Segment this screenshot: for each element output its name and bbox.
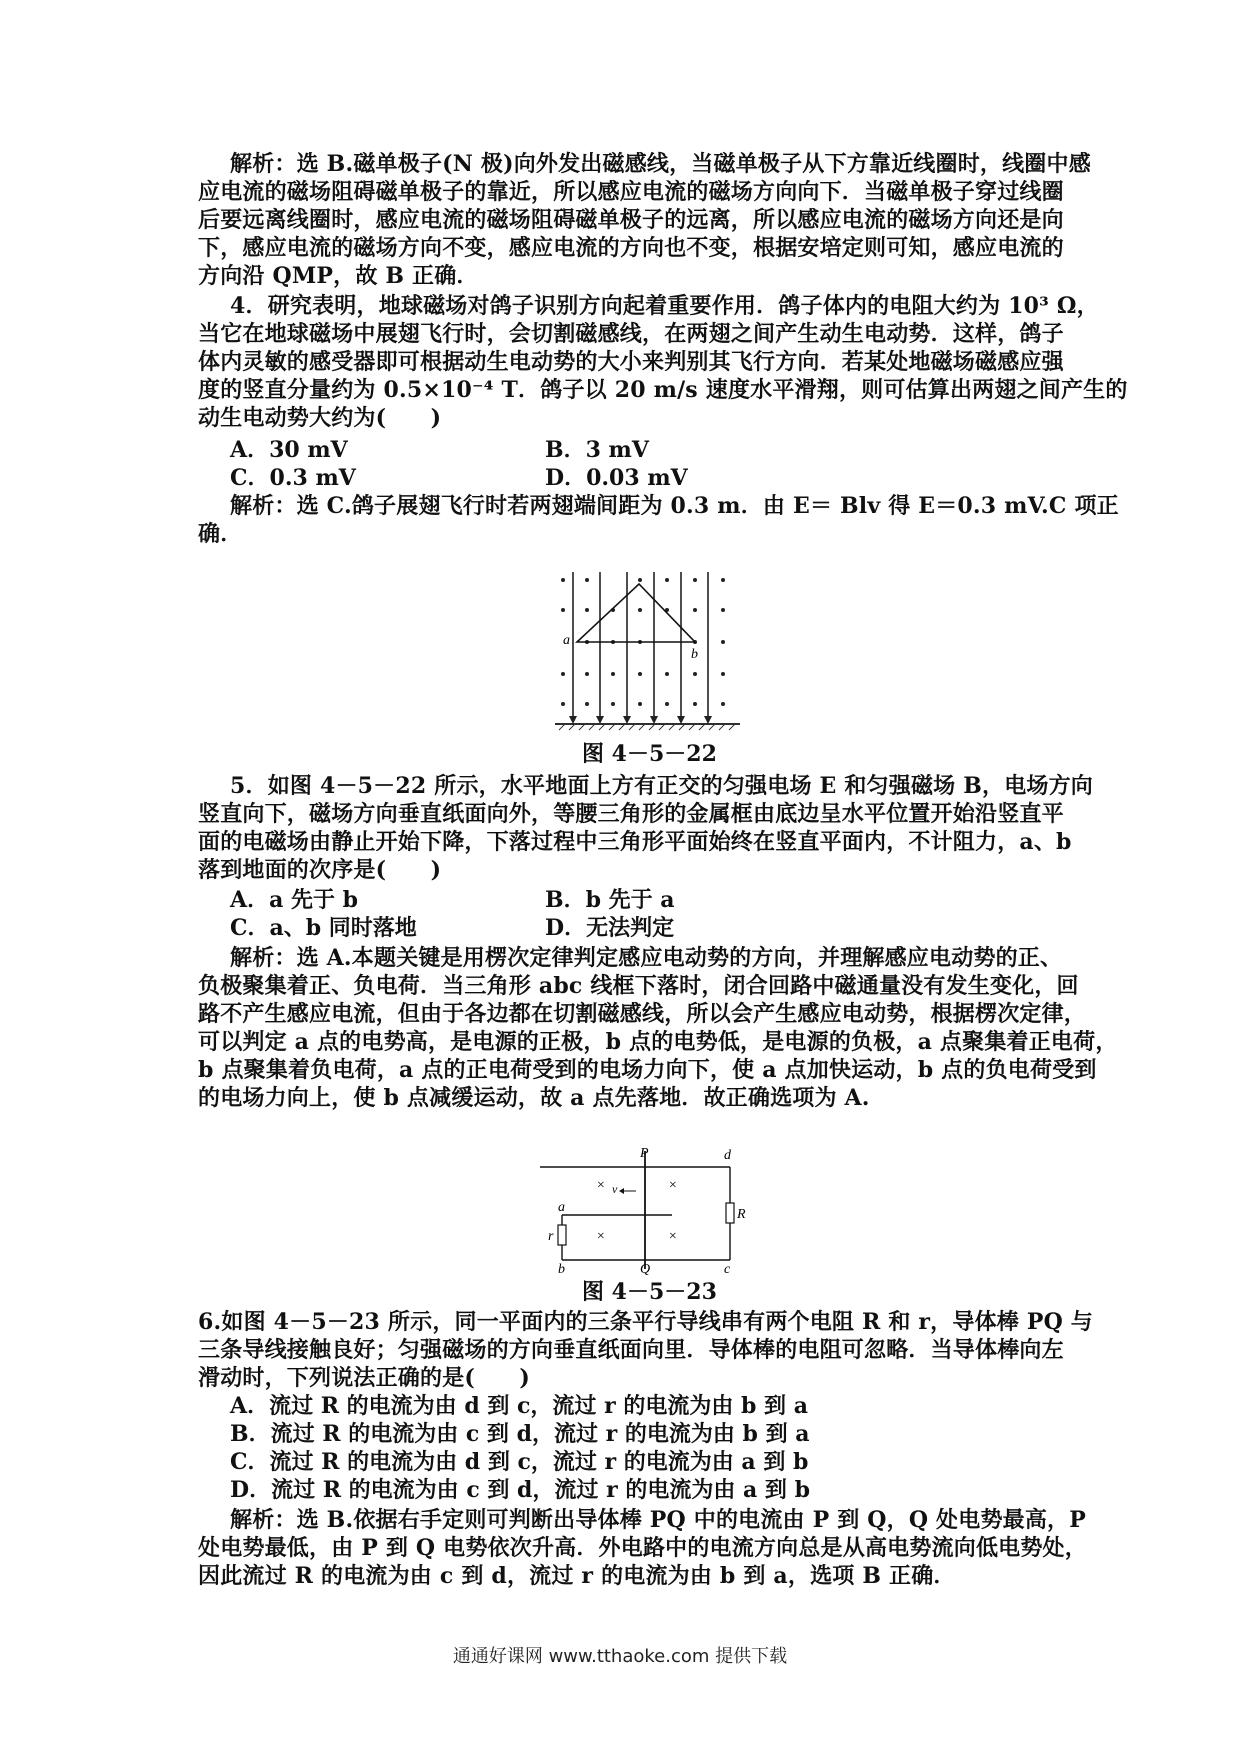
option-b: B．b 先于 a — [545, 887, 675, 913]
label-v: v — [612, 1182, 618, 1196]
question-4-line: 动生电动势大约为( ) — [198, 405, 442, 431]
figure-4-5-22 — [555, 562, 745, 732]
label-P: P — [640, 1146, 649, 1161]
svg-text:×: × — [596, 1229, 606, 1244]
label-a: a — [558, 1200, 565, 1215]
answer-line: 解析：选 C.鸽子展翅飞行时若两翅端间距为 0.3 m．由 E＝ Blv 得 E＝0.3 mV.C 项正 — [230, 493, 1119, 519]
text-line: 方向沿 QMP，故 B 正确． — [198, 263, 479, 289]
option-d: D．无法判定 — [545, 915, 675, 941]
answer-line: 确． — [198, 521, 243, 547]
question-5-line: 竖直向下，磁场方向垂直纸面向外，等腰三角形的金属框由底边呈水平位置开始沿竖直平 — [198, 801, 1064, 827]
question-4-line: 当它在地球磁场中展翅飞行时，会切割磁感线，在两翅之间产生动生电动势．这样，鸽子 — [198, 321, 1064, 347]
question-5-line: 5．如图 4－5－22 所示，水平地面上方有正交的匀强电场 E 和匀强磁场 B，电场方向 — [230, 773, 1093, 799]
option-d: D．0.03 mV — [545, 465, 688, 491]
resistor-r — [558, 1225, 566, 1245]
question-5-line: 落到地面的次序是( ) — [198, 857, 442, 883]
label-c: c — [724, 1262, 731, 1275]
text-line: 解析：选 B.磁单极子(N 极)向外发出磁感线，当磁单极子从下方靠近线圈时，线圈中感 — [230, 151, 1091, 177]
label-b: b — [558, 1262, 565, 1275]
option-d: D．流过 R 的电流为由 c 到 d，流过 r 的电流为由 a 到 b — [230, 1477, 810, 1503]
answer-line: 因此流过 R 的电流为由 c 到 d，流过 r 的电流为由 b 到 a，选项 B 正确． — [198, 1563, 956, 1589]
svg-text:×: × — [668, 1229, 678, 1244]
label-Q: Q — [640, 1262, 651, 1275]
question-4-line: 体内灵敏的感受器即可根据动生电动势的大小来判别其飞行方向．若某处地磁场磁感应强 — [198, 349, 1064, 375]
answer-line: 解析：选 B.依据右手定则可判断出导体棒 PQ 中的电流由 P 到 Q，Q 处电势最高，P — [230, 1507, 1086, 1533]
question-6-line: 三条导线接触良好；匀强磁场的方向垂直纸面向里．导体棒的电阻可忽略．当导体棒向左 — [198, 1337, 1064, 1363]
page-footer: 通通好课网 www.tthaoke.com 提供下载 — [452, 1646, 788, 1667]
answer-line: b 点聚集着负电荷，a 点的正电荷受到的电场力向下，使 a 点加快运动，b 点的负电荷受到 — [198, 1057, 1097, 1083]
option-c: C．流过 R 的电流为由 d 到 c，流过 r 的电流为由 a 到 b — [230, 1449, 809, 1475]
option-a: A．30 mV — [230, 437, 348, 463]
text-line: 下，感应电流的磁场方向不变，感应电流的方向也不变，根据安培定则可知，感应电流的 — [198, 235, 1064, 261]
answer-line: 可以判定 a 点的电势高，是电源的正极，b 点的电势低，是电源的负极，a 点聚集着正电荷， — [198, 1029, 1118, 1055]
question-4-line: 4．研究表明，地球磁场对鸽子识别方向起着重要作用．鸽子体内的电阻大约为 10³ Ω， — [230, 293, 1099, 319]
label-b: b — [691, 647, 698, 662]
answer-line: 解析：选 A.本题关键是用楞次定律判定感应电动势的方向，并理解感应电动势的正、 — [230, 945, 1063, 971]
resistor-R — [726, 1203, 734, 1223]
answer-line: 负极聚集着正、负电荷．当三角形 abc 线框下落时，闭合回路中磁通量没有发生变化，回 — [198, 973, 1079, 999]
label-d: d — [724, 1148, 731, 1163]
figure-caption: 图 4－5－23 — [582, 1279, 717, 1305]
option-b: B．3 mV — [545, 437, 649, 463]
question-4-line: 度的竖直分量约为 0.5×10⁻⁴ T．鸽子以 20 m/s 速度水平滑翔，则可估算出两翅之间产生的 — [198, 377, 1128, 403]
question-5-line: 面的电磁场由静止开始下降，下落过程中三角形平面始终在竖直平面内，不计阻力，a、b — [198, 829, 1072, 855]
option-c: C．0.3 mV — [230, 465, 356, 491]
label-R: R — [737, 1207, 746, 1222]
answer-line: 的电场力向上，使 b 点减缓运动，故 a 点先落地．故正确选项为 A. — [198, 1085, 870, 1111]
option-a: A．流过 R 的电流为由 d 到 c，流过 r 的电流为由 b 到 a — [230, 1393, 808, 1419]
question-6-line: 滑动时，下列说法正确的是( ) — [198, 1365, 531, 1391]
question-6-line: 6.如图 4－5－23 所示，同一平面内的三条平行导线串有两个电阻 R 和 r，导体棒 PQ 与 — [198, 1309, 1093, 1335]
answer-line: 处电势最低，由 P 到 Q 电势依次升高．外电路中的电流方向总是从高电势流向低电势处， — [198, 1535, 1087, 1561]
option-c: C．a、b 同时落地 — [230, 915, 417, 941]
option-a: A．a 先于 b — [230, 887, 359, 913]
option-b: B．流过 R 的电流为由 c 到 d，流过 r 的电流为由 b 到 a — [230, 1421, 810, 1447]
label-a: a — [563, 633, 570, 648]
triangle-frame — [577, 584, 695, 642]
label-r: r — [548, 1229, 554, 1244]
svg-text:×: × — [596, 1178, 606, 1193]
answer-line: 路不产生感应电流，但由于各边都在切割磁感线，所以会产生感应电动势，根据楞次定律， — [198, 1001, 1087, 1027]
svg-text:×: × — [668, 1178, 678, 1193]
figure-4-5-23 — [540, 1145, 750, 1275]
figure-caption: 图 4－5－22 — [582, 741, 717, 767]
text-line: 应电流的磁场阻碍磁单极子的靠近，所以感应电流的磁场方向向下．当磁单极子穿过线圈 — [198, 179, 1064, 205]
text-line: 后要远离线圈时，感应电流的磁场阻碍磁单极子的远离，所以感应电流的磁场方向还是向 — [198, 207, 1064, 233]
